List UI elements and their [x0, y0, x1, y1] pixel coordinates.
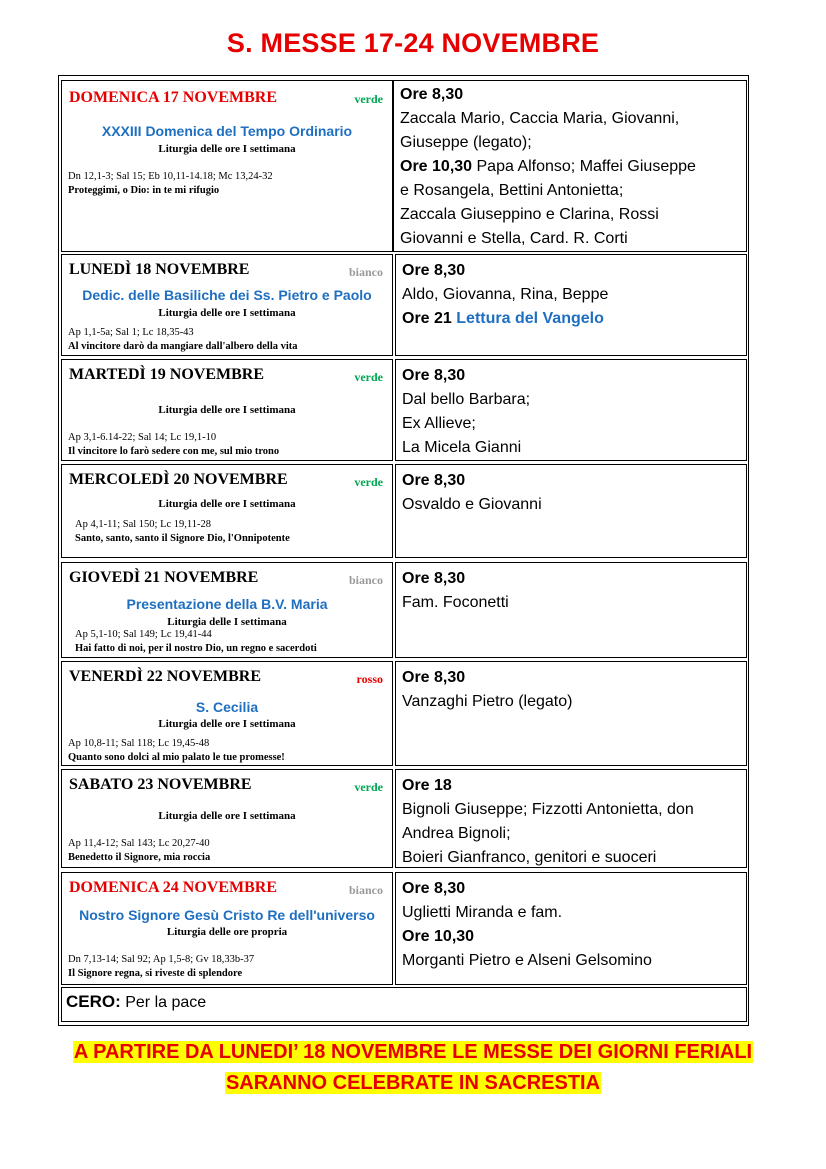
day-title: SABATO 23 NOVEMBRE — [69, 776, 252, 793]
intention-text: Fam. Foconetti — [402, 594, 509, 611]
intention-text: Bignoli Giuseppe; Fizzotti Antonietta, don — [402, 801, 694, 818]
intention-text: Giovanni e Stella, Card. R. Corti — [400, 230, 628, 247]
liturgical-color: bianco — [348, 573, 383, 587]
intention-text: e Rosangela, Bettini Antonietta; — [400, 182, 624, 199]
intention-text: Ex Allieve; — [402, 415, 476, 432]
day-cell-lunedi-18 — [61, 254, 393, 356]
liturgy-hours: Liturgia delle ore I settimana — [158, 498, 296, 510]
day-title: DOMENICA 17 NOVEMBRE — [69, 89, 278, 106]
mass-cell-martedi-19 — [395, 359, 747, 461]
notice-line-1 — [0, 1041, 826, 1064]
readings: Ap 1,1-5a; Sal 1; Lc 18,35-43 — [68, 327, 194, 338]
intention-text: Uglietti Miranda e fam. — [402, 904, 563, 921]
notice-text-2: SARANNO CELEBRATE IN SACRESTIA — [225, 1072, 601, 1094]
day-cell-domenica-17 — [61, 80, 393, 252]
day-cell-sabato-23 — [61, 769, 393, 868]
readings: Dn 7,13-14; Sal 92; Ap 1,5-8; Gv 18,33b-37 — [68, 954, 255, 965]
mass-time: Ore 8,30 — [402, 880, 466, 897]
mass-intentions — [402, 364, 740, 460]
readings: Ap 3,1-6.14-22; Sal 14; Lc 19,1-10 — [68, 432, 217, 443]
notice-line-2 — [0, 1072, 826, 1095]
feast-name: S. Cecilia — [195, 699, 259, 715]
liturgy-hours: Liturgia delle ore I settimana — [158, 718, 296, 730]
intention-text: Morganti Pietro e Alseni Gelsomino — [402, 952, 652, 969]
day-title: LUNEDÌ 18 NOVEMBRE — [69, 261, 250, 278]
mass-cell-domenica-24 — [395, 872, 747, 985]
gospel-reading-event: Lettura del Vangelo — [456, 310, 604, 327]
cero-line — [66, 992, 206, 1012]
psalm-response: Santo, santo, santo il Signore Dio, l'Onnipotente — [75, 533, 290, 544]
liturgical-color: verde — [354, 780, 383, 794]
mass-intentions — [402, 469, 740, 517]
mass-cell-giovedi-21 — [395, 562, 747, 658]
readings: Ap 11,4-12; Sal 143; Lc 20,27-40 — [68, 838, 210, 849]
day-cell-mercoledi-20 — [61, 464, 393, 558]
day-cell-martedi-19 — [61, 359, 393, 461]
mass-intentions — [402, 877, 740, 973]
mass-time: Ore 10,30 — [402, 928, 475, 945]
readings: Ap 4,1-11; Sal 150; Lc 19,11-28 — [75, 519, 211, 530]
mass-time: Ore 8,30 — [402, 472, 466, 489]
mass-intentions — [402, 567, 740, 615]
intention-text: Zaccala Giuseppino e Clarina, Rossi — [400, 206, 659, 223]
liturgical-color: bianco — [348, 883, 383, 897]
day-cell-domenica-24 — [61, 872, 393, 985]
feast-name: Nostro Signore Gesù Cristo Re dell'universo — [79, 907, 375, 923]
psalm-response: Il vincitore lo farò sedere con me, sul mio trono — [68, 446, 280, 457]
intention-text: Zaccala Mario, Caccia Maria, Giovanni, — [400, 110, 680, 127]
psalm-response: Al vincitore darò da mangiare dall'albero della vita — [68, 341, 298, 352]
readings: Dn 12,1-3; Sal 15; Eb 10,11-14.18; Mc 13,24-32 — [68, 171, 273, 182]
liturgical-color: verde — [354, 92, 383, 106]
liturgy-hours: Liturgia delle ore I settimana — [158, 404, 296, 416]
day-title: VENERDÌ 22 NOVEMBRE — [69, 668, 262, 685]
mass-time: Ore 10,30 — [400, 158, 473, 175]
mass-time: Ore 8,30 — [402, 570, 466, 587]
mass-time: Ore 8,30 — [400, 86, 464, 103]
mass-intentions — [402, 774, 740, 868]
liturgy-hours: Liturgia delle ore I settimana — [158, 143, 296, 155]
page-title: S. MESSE 17-24 NOVEMBRE — [226, 28, 600, 58]
day-cell-giovedi-21 — [61, 562, 393, 658]
day-title: MERCOLEDÌ 20 NOVEMBRE — [69, 471, 288, 488]
intention-text: Osvaldo e Giovanni — [402, 496, 542, 513]
day-title: MARTEDÌ 19 NOVEMBRE — [69, 366, 264, 383]
psalm-response: Hai fatto di noi, per il nostro Dio, un regno e sacerdoti — [75, 643, 317, 654]
liturgical-color: rosso — [356, 672, 383, 686]
mass-intentions — [400, 83, 740, 251]
mass-time: Ore 8,30 — [402, 669, 466, 686]
intention-text: Andrea Bignoli; — [402, 825, 511, 842]
intention-text: Dal bello Barbara; — [402, 391, 531, 408]
intention-text: Giuseppe (legato); — [400, 134, 532, 151]
psalm-response: Benedetto il Signore, mia roccia — [68, 852, 211, 863]
readings: Ap 10,8-11; Sal 118; Lc 19,45-48 — [68, 738, 210, 749]
day-cell-venerdi-22 — [61, 661, 393, 766]
mass-cell-sabato-23 — [395, 769, 747, 868]
mass-cell-venerdi-22 — [395, 661, 747, 766]
mass-time: Ore 8,30 — [402, 262, 466, 279]
liturgy-hours: Liturgia delle ore propria — [166, 926, 288, 938]
intention-text: Aldo, Giovanna, Rina, Beppe — [402, 286, 609, 303]
mass-time: Ore 21 — [402, 310, 452, 327]
liturgy-hours: Liturgia delle I settimana — [167, 616, 287, 628]
psalm-response: Proteggimi, o Dio: in te mi rifugio — [68, 185, 220, 196]
intention-text: Papa Alfonso; Maffei Giuseppe — [472, 158, 696, 175]
psalm-response: Quanto sono dolci al mio palato le tue promesse! — [68, 752, 285, 763]
notice-text-1: A PARTIRE DA LUNEDI’ 18 NOVEMBRE LE MESSE DEI GIORNI FERIALI — [73, 1041, 753, 1063]
mass-cell-lunedi-18 — [395, 254, 747, 356]
cero-label: CERO: — [66, 992, 121, 1011]
liturgy-hours: Liturgia delle ore I settimana — [158, 307, 296, 319]
mass-intentions — [402, 666, 740, 714]
liturgy-hours: Liturgia delle ore I settimana — [158, 810, 296, 822]
feast-name: XXXIII Domenica del Tempo Ordinario — [101, 123, 353, 139]
intention-text: La Micela Gianni — [402, 439, 522, 456]
liturgical-color: verde — [354, 370, 383, 384]
mass-cell-mercoledi-20 — [395, 464, 747, 558]
intention-text: Vanzaghi Pietro (legato) — [402, 693, 573, 710]
cero-cell — [61, 987, 747, 1022]
liturgical-color: bianco — [348, 265, 383, 279]
mass-intentions — [402, 259, 740, 331]
cero-text: Per la pace — [125, 994, 207, 1011]
liturgical-color: verde — [354, 475, 383, 489]
mass-time: Ore 8,30 — [402, 367, 466, 384]
feast-name: Presentazione della B.V. Maria — [126, 596, 328, 612]
psalm-response: Il Signore regna, si riveste di splendore — [68, 968, 243, 979]
mass-time: Ore 18 — [402, 777, 452, 794]
intention-text: Boieri Gianfranco, genitori e suoceri — [402, 849, 657, 866]
day-title: DOMENICA 24 NOVEMBRE — [69, 879, 278, 896]
feast-name: Dedic. delle Basiliche dei Ss. Pietro e Paolo — [82, 287, 372, 303]
day-title: GIOVEDÌ 21 NOVEMBRE — [69, 569, 259, 586]
readings: Ap 5,1-10; Sal 149; Lc 19,41-44 — [75, 629, 212, 640]
mass-cell-domenica-17 — [393, 80, 747, 252]
